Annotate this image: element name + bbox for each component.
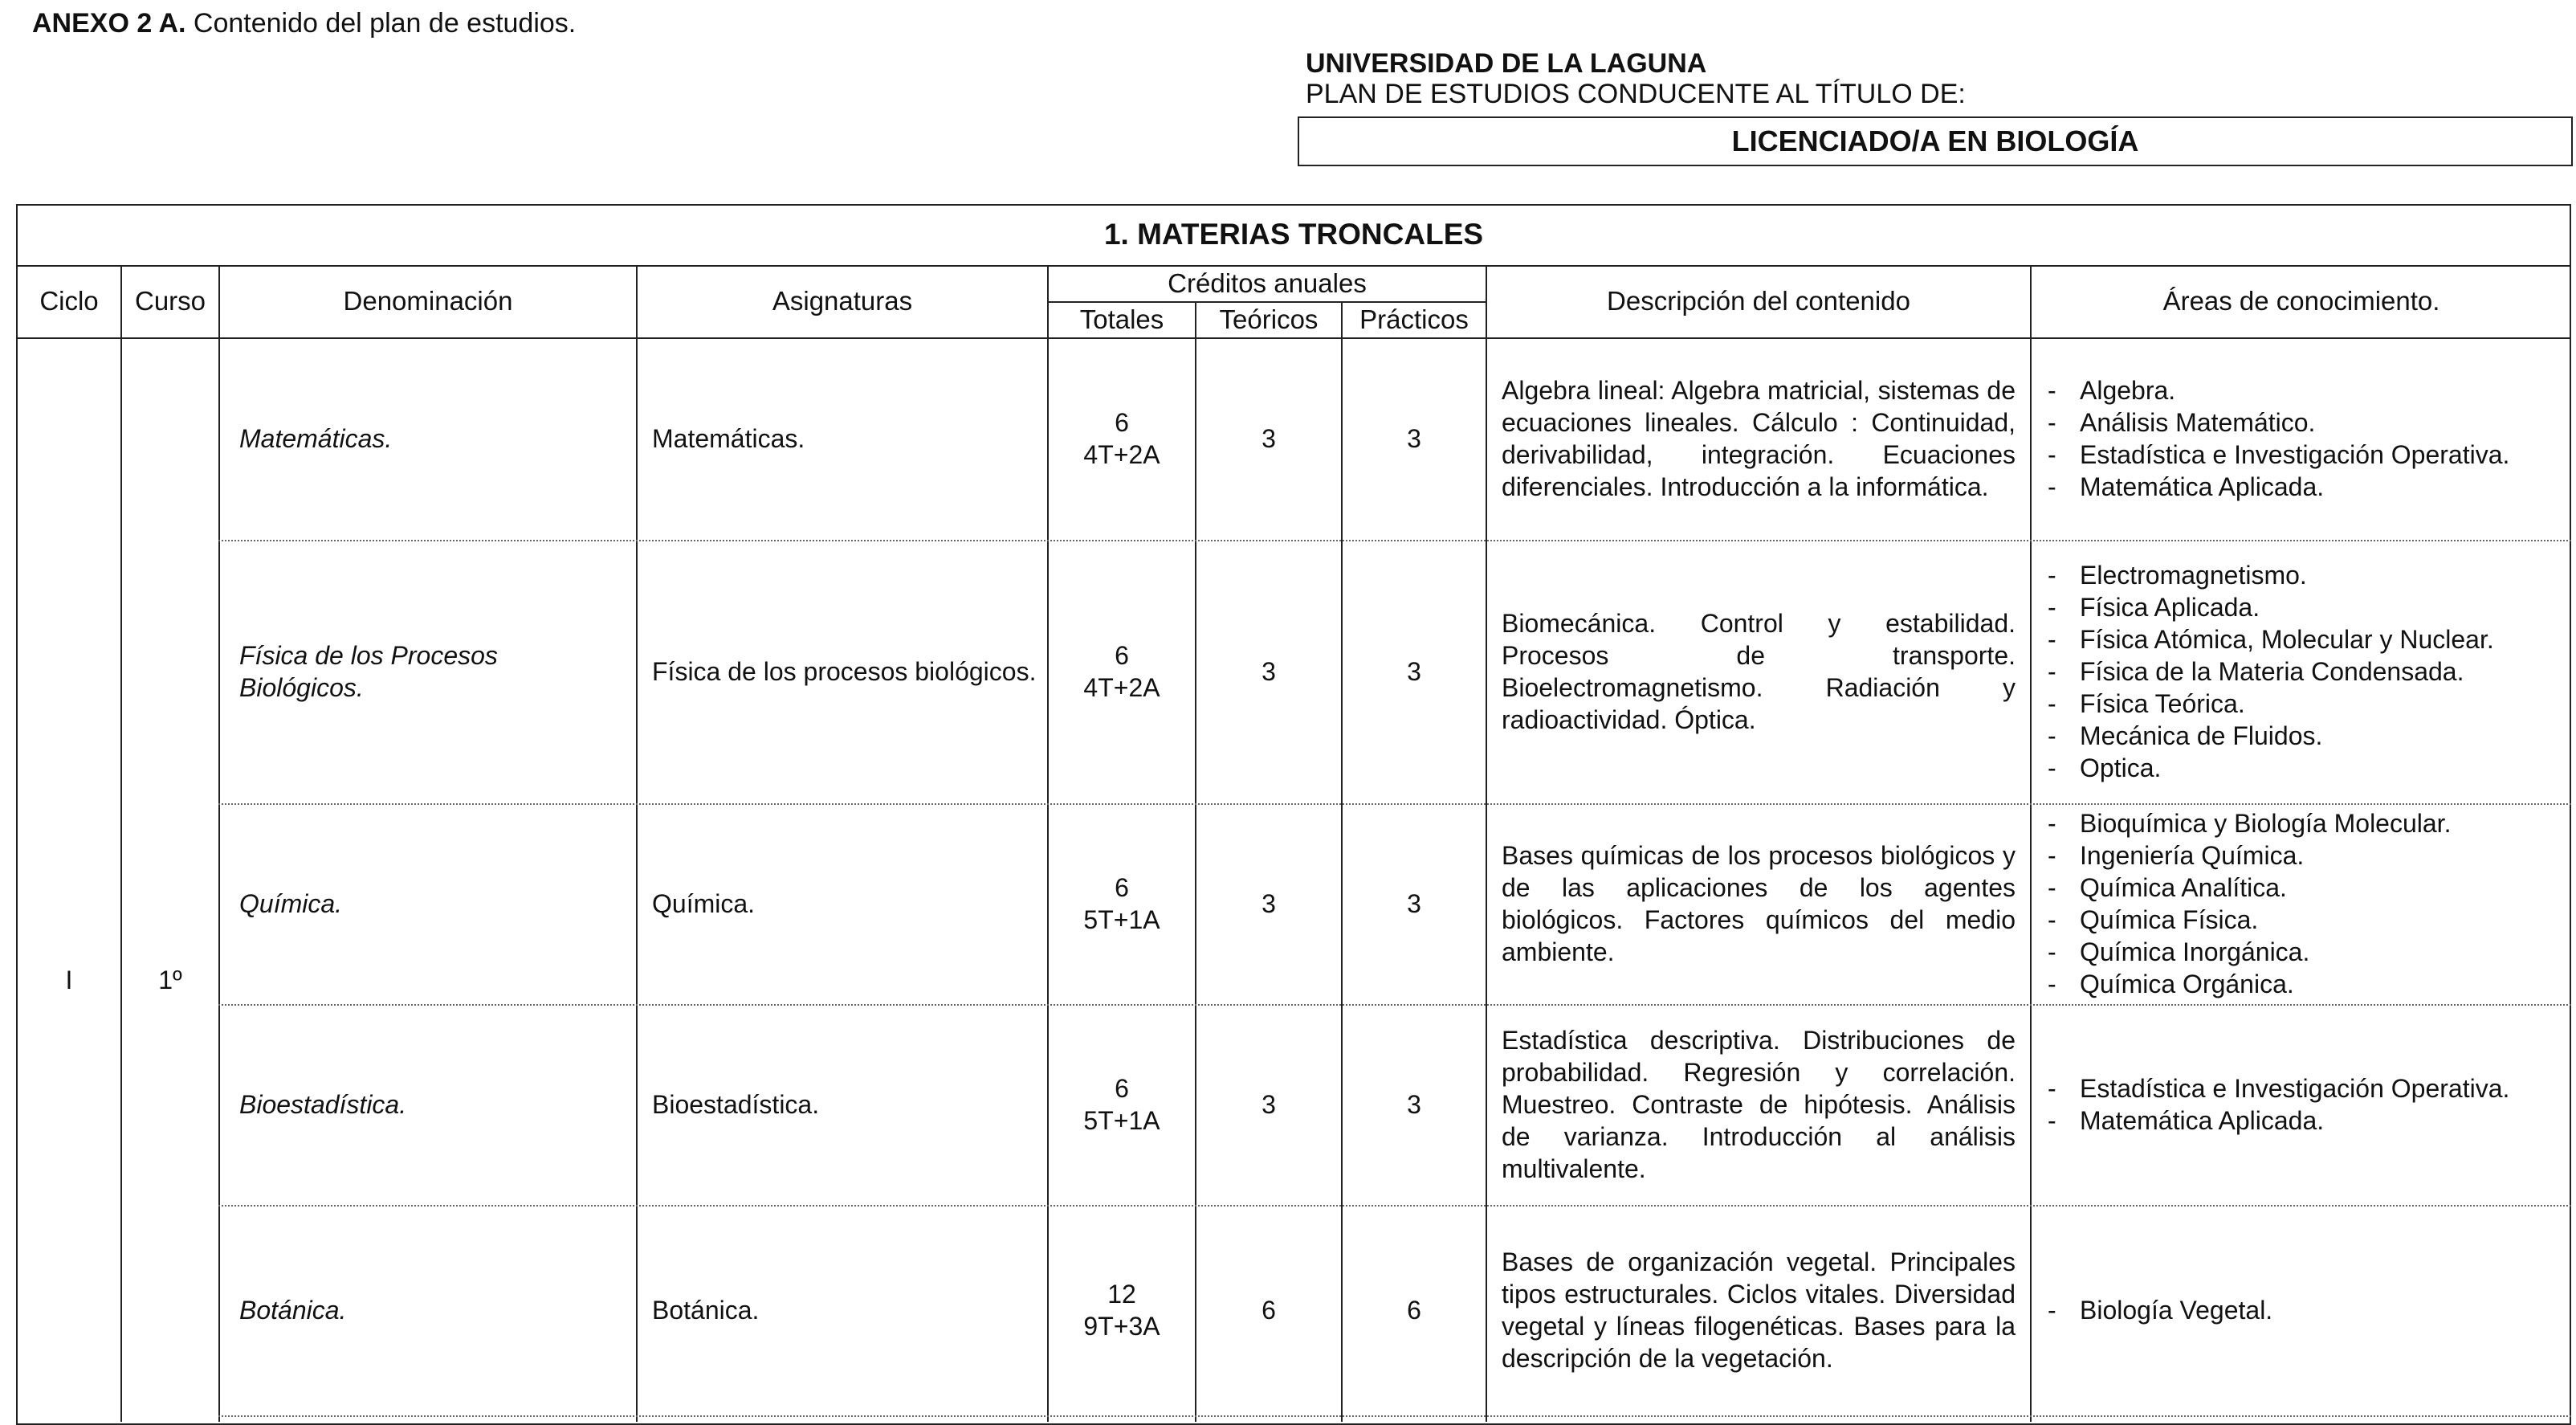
area-item: - Optica. xyxy=(2035,752,2565,784)
row-asignatura: Física de los procesos biológicos. xyxy=(652,657,1037,686)
header-creditos: Créditos anuales xyxy=(1168,267,1367,298)
row-denominacion: Física de los Procesos Biológicos. xyxy=(239,641,498,702)
header-areas: Áreas de conocimiento. xyxy=(2162,286,2440,316)
row-asignatura: Química. xyxy=(652,889,756,918)
row-descripcion: Bases químicas de los procesos biológicos y de las aplicaciones de los agentes biológicos. Factores químicos del medio ambiente. xyxy=(1502,841,2016,966)
row-asignatura: Botánica. xyxy=(652,1296,760,1325)
area-item: - Matemática Aplicada. xyxy=(2035,1104,2565,1137)
area-item: - Algebra. xyxy=(2035,374,2565,406)
row-teoricos: 3 xyxy=(1262,424,1276,453)
header-descripcion: Descripción del contenido xyxy=(1607,286,1910,316)
row-descripcion: Bases de organización vegetal. Principales tipos estructurales. Ciclos vitales. Diversidad vegetal y líneas filogenéticas. Bases para la descripción de la vegetación. xyxy=(1502,1247,2016,1373)
row-asignatura: Matemáticas. xyxy=(652,424,805,453)
area-item: - Química Analítica. xyxy=(2035,872,2565,904)
row-denominacion: Química. xyxy=(239,889,343,918)
areas-list xyxy=(2035,559,2565,784)
area-item: - Análisis Matemático. xyxy=(2035,406,2565,439)
row-descripcion: Estadística descriptiva. Distribuciones de probabilidad. Regresión y correlación. Muestreo. Contraste de hipótesis. Análisis de varianza. Introducción al análisis multivalente. xyxy=(1502,1026,2016,1183)
header-totales: Totales xyxy=(1079,304,1164,334)
area-item: - Estadística e Investigación Operativa. xyxy=(2035,1072,2565,1104)
row-totales-detail: 4T+2A xyxy=(1083,673,1160,702)
header-practicos: Prácticos xyxy=(1359,304,1469,334)
row-practicos: 3 xyxy=(1407,1090,1421,1119)
area-item: - Estadística e Investigación Operativa. xyxy=(2035,439,2565,471)
header-asignaturas: Asignaturas xyxy=(772,286,913,316)
university-block xyxy=(1306,48,1966,109)
row-totales-detail: 5T+1A xyxy=(1083,1106,1160,1135)
row-totales xyxy=(1049,540,1195,803)
row-totales-value: 6 xyxy=(1115,641,1129,670)
areas-list xyxy=(2035,1294,2565,1326)
row-areas xyxy=(2035,1205,2565,1415)
area-item: - Física Aplicada. xyxy=(2035,591,2565,623)
row-totales-value: 6 xyxy=(1115,873,1129,902)
row-teoricos: 6 xyxy=(1262,1296,1276,1325)
area-item: - Ingeniería Química. xyxy=(2035,839,2565,872)
row-practicos: 3 xyxy=(1407,889,1421,918)
plan-subtitle: PLAN DE ESTUDIOS CONDUCENTE AL TÍTULO DE: xyxy=(1306,79,1966,109)
row-denominacion: Matemáticas. xyxy=(239,424,393,453)
row-denominacion: Botánica. xyxy=(239,1296,347,1325)
row-denominacion: Bioestadística. xyxy=(239,1090,407,1119)
row-practicos: 3 xyxy=(1407,657,1421,686)
row-totales-value: 6 xyxy=(1115,408,1129,437)
row-descripcion: Biomecánica. Control y estabilidad. Procesos de transporte. Bioelectromagnetismo. Radiación y radioactividad. Óptica. xyxy=(1502,609,2016,734)
row-totales xyxy=(1049,803,1195,1004)
areas-list xyxy=(2035,374,2565,503)
areas-list xyxy=(2035,1072,2565,1137)
area-item: - Química Física. xyxy=(2035,904,2565,936)
area-item: - Física Atómica, Molecular y Nuclear. xyxy=(2035,623,2565,655)
divider xyxy=(218,265,220,1422)
row-totales xyxy=(1049,337,1195,540)
divider xyxy=(636,265,638,1422)
row-teoricos: 3 xyxy=(1262,889,1276,918)
area-item: - Matemática Aplicada. xyxy=(2035,471,2565,503)
header-denominacion: Denominación xyxy=(343,286,513,316)
row-teoricos: 3 xyxy=(1262,1090,1276,1119)
area-item: - Física Teórica. xyxy=(2035,688,2565,720)
row-divider xyxy=(218,1415,2571,1417)
row-areas xyxy=(2035,540,2565,803)
row-teoricos: 3 xyxy=(1262,657,1276,686)
areas-list xyxy=(2035,807,2565,1000)
area-item: - Mecánica de Fluidos. xyxy=(2035,720,2565,752)
header-ciclo: Ciclo xyxy=(39,286,99,316)
ciclo-value: I xyxy=(65,966,73,994)
divider xyxy=(120,265,122,1422)
degree-title: LICENCIADO/A EN BIOLOGÍA xyxy=(1298,116,2573,166)
area-item: - Física de la Materia Condensada. xyxy=(2035,655,2565,688)
row-totales-detail: 5T+1A xyxy=(1083,905,1160,934)
area-item: - Química Inorgánica. xyxy=(2035,936,2565,968)
row-areas xyxy=(2035,1004,2565,1205)
row-descripcion: Algebra lineal: Algebra matricial, sistemas de ecuaciones lineales. Cálculo : Continuidad, derivabilidad, integración. Ecuaciones diferenciales. Introducción a la informática. xyxy=(1502,376,2016,501)
university-name: UNIVERSIDAD DE LA LAGUNA xyxy=(1306,48,1707,79)
divider xyxy=(2030,265,2032,1422)
row-totales xyxy=(1049,1205,1195,1415)
header-curso: Curso xyxy=(134,286,206,316)
curso-value: 1º xyxy=(158,966,182,994)
area-item: - Química Orgánica. xyxy=(2035,968,2565,1000)
row-totales-value: 6 xyxy=(1115,1074,1129,1103)
divider xyxy=(1486,265,1487,1422)
annex-label: ANEXO 2 A. xyxy=(32,8,186,39)
row-totales-detail: 4T+2A xyxy=(1083,440,1160,469)
annex-heading xyxy=(32,8,576,39)
area-item: - Electromagnetismo. xyxy=(2035,559,2565,591)
row-areas xyxy=(2035,803,2565,1004)
row-totales-value: 12 xyxy=(1107,1280,1136,1309)
row-asignatura: Bioestadística. xyxy=(652,1090,820,1119)
row-totales xyxy=(1049,1004,1195,1205)
row-practicos: 3 xyxy=(1407,424,1421,453)
row-practicos: 6 xyxy=(1407,1296,1421,1325)
area-item: - Biología Vegetal. xyxy=(2035,1294,2565,1326)
annex-text: Contenido del plan de estudios. xyxy=(193,8,577,39)
area-item: - Bioquímica y Biología Molecular. xyxy=(2035,807,2565,839)
row-totales-detail: 9T+3A xyxy=(1083,1312,1160,1341)
row-areas xyxy=(2035,337,2565,540)
table-title: 1. MATERIAS TRONCALES xyxy=(1103,218,1484,251)
header-teoricos: Teóricos xyxy=(1219,304,1319,334)
